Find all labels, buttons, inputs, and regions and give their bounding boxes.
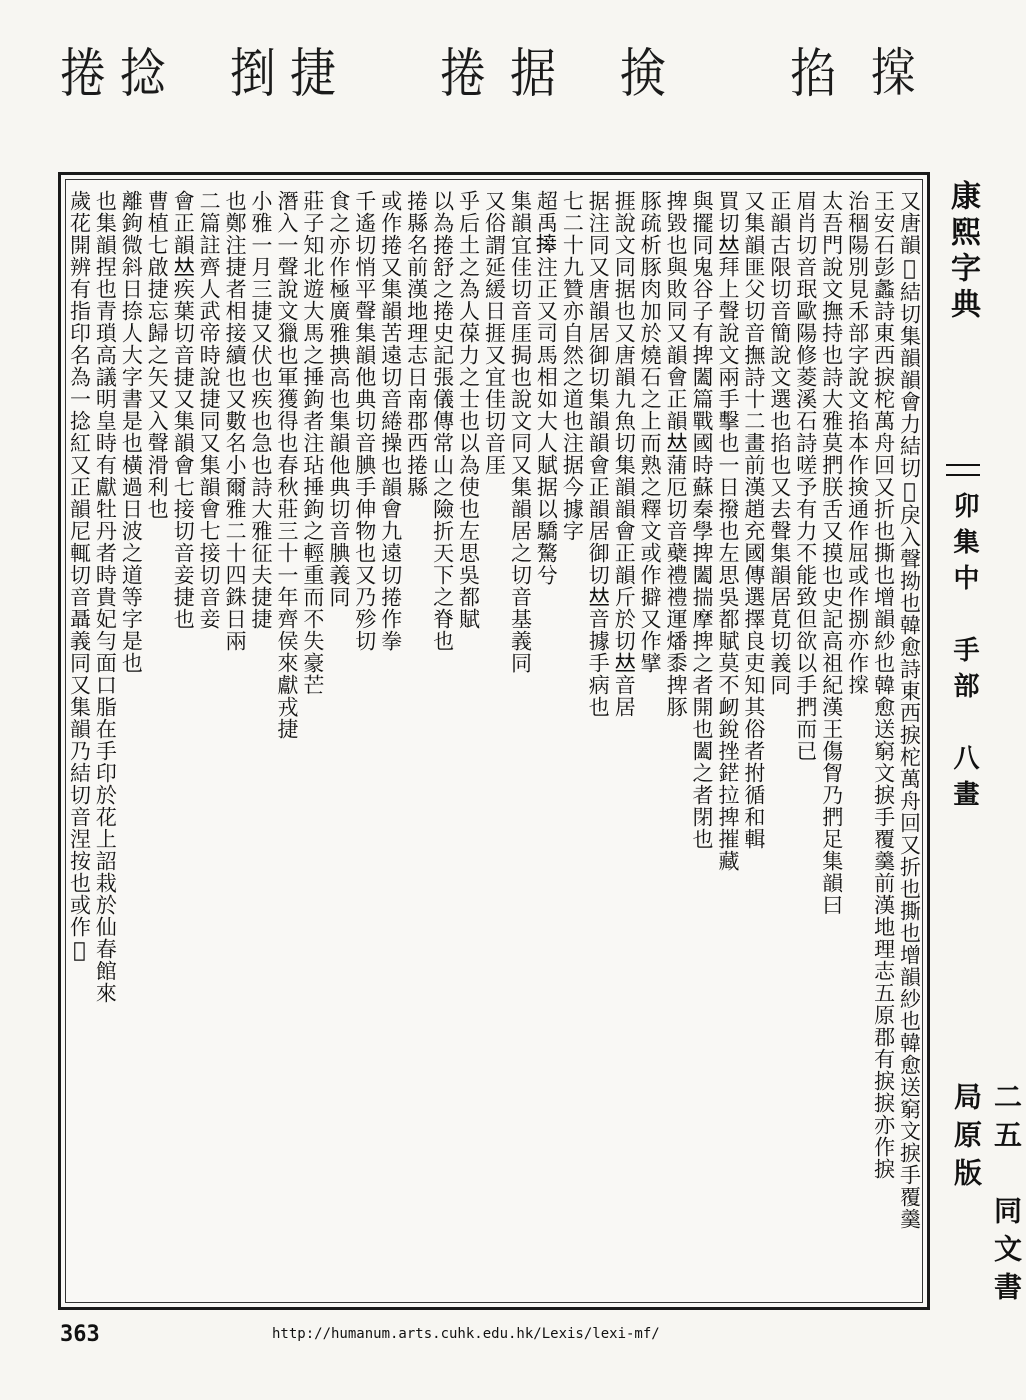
seal-glyph: 𢴤 [870, 41, 912, 105]
text-column: 與擺同鬼谷子有捭闔篇戰國時蘇秦學捭闔揣摩捭之者開也闔之者閉也 [690, 190, 714, 850]
page-number: 363 [60, 1322, 100, 1347]
text-column: 七二十九贊亦自然之道也注据今據字 [560, 190, 585, 542]
text-column: 超禹𢳎注正又司馬相如大人賦据以驕驁兮 [534, 190, 559, 586]
text-column: 捭毀也與敗同又韻會正韻𠀤蒲厄切音蘗禮禮運燔黍捭豚 [664, 190, 689, 718]
right-margin [938, 172, 1023, 1352]
text-column: 或作捲又集韻苦遠切音綣操也韻會九遠切捲作拳 [378, 190, 403, 652]
margin-divider [946, 464, 980, 476]
text-column: 也集韻捏也青瑣高議明皇時有獻牡丹者時貴妃勻面口脂在手印於花上詔栽於仙春館來 [93, 190, 118, 1004]
text-frame [58, 172, 930, 1310]
text-column: 正韻古限切音簡說文選也掐也又去聲集韻居莧切義同 [767, 190, 792, 696]
text-column: 捱說文同据也又唐韻九魚切集韻韻會正韻斤於切𠀤音居 [612, 190, 637, 718]
text-column: 也鄭注捷者相接續也又數名小爾雅二十四銖日兩 [223, 190, 248, 652]
text-column: 潛入一聲說文獵也軍獲得也春秋莊三十一年齊侯來獻戎捷 [274, 190, 299, 740]
text-column: 離鉤微斜日捺人大字書是也橫過日波之道等字是也 [119, 190, 144, 674]
text-column: 又唐韻𢯏結切集韻韻會力結切𠀤戾入聲拗也韓愈詩東西捩柁萬舟回又折也撕也增韻紗也韓愈送窮文捩手覆羹 [897, 190, 922, 1230]
text-column: 捲縣名前漢地理志日南郡西捲縣 [404, 190, 429, 498]
seal-glyph: 捯 [230, 41, 272, 105]
page-label: 二五 同文書局原版 [950, 1082, 1023, 1310]
text-column: 小雅一月三捷又伏也疾也急也詩大雅征夫捷捷 [249, 190, 274, 630]
text-column: 又集韻匪父切音撫詩十二畫前漢趙充國傳選擇良吏知其俗者拊循和輯 [741, 190, 766, 850]
seal-glyph: 捲 [60, 41, 102, 105]
text-column: 治稒陽別見禾部字說文掐本作𢮦通作屈或作捌亦作𢴤 [845, 190, 870, 696]
text-column: 乎后土之為人葆力之士也以為使也左思吳都賦 [456, 190, 481, 630]
book-title: 康熙字典 [945, 180, 980, 324]
seal-glyph: 𢮦 [620, 41, 662, 105]
seal-glyph: 掐 [790, 41, 832, 105]
column-container [65, 179, 923, 1303]
text-column: 會正韻𠀤疾葉切音捷又集韻會七接切音妾捷也 [171, 190, 196, 630]
text-column: 太吾門說文撫持也詩大雅莫捫朕舌又摸也史記高祖紀漢王傷胷乃捫足集韻曰 [819, 190, 844, 916]
text-column: 又俗謂延緩日捱又宜佳切音厓 [482, 190, 507, 476]
text-column: 据注同又唐韻居御切集韻韻會正韻居御切𠀤音據手病也 [586, 190, 611, 718]
seal-glyph: 据 [510, 41, 552, 105]
text-column: 曹植七啟捷忘歸之矢又入聲滑利也 [145, 190, 170, 520]
text-column: 食之亦作極廣雅捵高也集韻他典切音腆義同 [326, 190, 351, 608]
text-column: 千遙切悄平聲集韻他典切音腆手伸物也又乃殄切 [352, 190, 377, 652]
source-url[interactable]: http://humanum.arts.cuhk.edu.hk/Lexis/lexi-mf/ [272, 1326, 660, 1342]
text-column: 集韻宜佳切音厓挶也說文同又集韻居之切音基義同 [508, 190, 533, 674]
seal-script-header [60, 40, 970, 150]
seal-glyph: 捻 [120, 41, 162, 105]
text-column: 以為捲舒之捲史記張儀傳常山之險折天下之脊也 [430, 190, 455, 652]
section-label: 卯集中 手部 八畫 [949, 492, 979, 816]
text-column: 買切𠀤拜上聲說文兩手擊也一日撥也左思吳都賦莫不衂銳挫鋩拉捭摧藏 [715, 190, 740, 872]
text-column: 眉肖切音珉歐陽修菱溪石詩嗟予有力不能致但欲以手捫而已 [793, 190, 818, 762]
text-column: 莊子知北遊大馬之捶鉤者注玷捶鉤之輕重而不失豪芒 [300, 190, 325, 696]
text-column: 歲花開辨有指印名為一捻紅又正韻尼輒切音聶義同又集韻乃結切音涅按也或作𢬍 [67, 190, 92, 963]
text-column: 王安石彭蠡詩東西捩柁萬舟回又折也撕也增韻紗也韓愈送窮文捩手覆羹前漢地理志五原郡有捩捩亦作捩 [871, 190, 896, 1180]
text-column: 二篇註齊人武帝時說捷同又集韻會七接切音妾 [197, 190, 222, 630]
seal-glyph: 捲 [440, 41, 482, 105]
seal-glyph: 捷 [290, 41, 332, 105]
text-column: 豚疏析豚肉加於燒石之上而熟之釋文或作擗又作擘 [638, 190, 663, 674]
